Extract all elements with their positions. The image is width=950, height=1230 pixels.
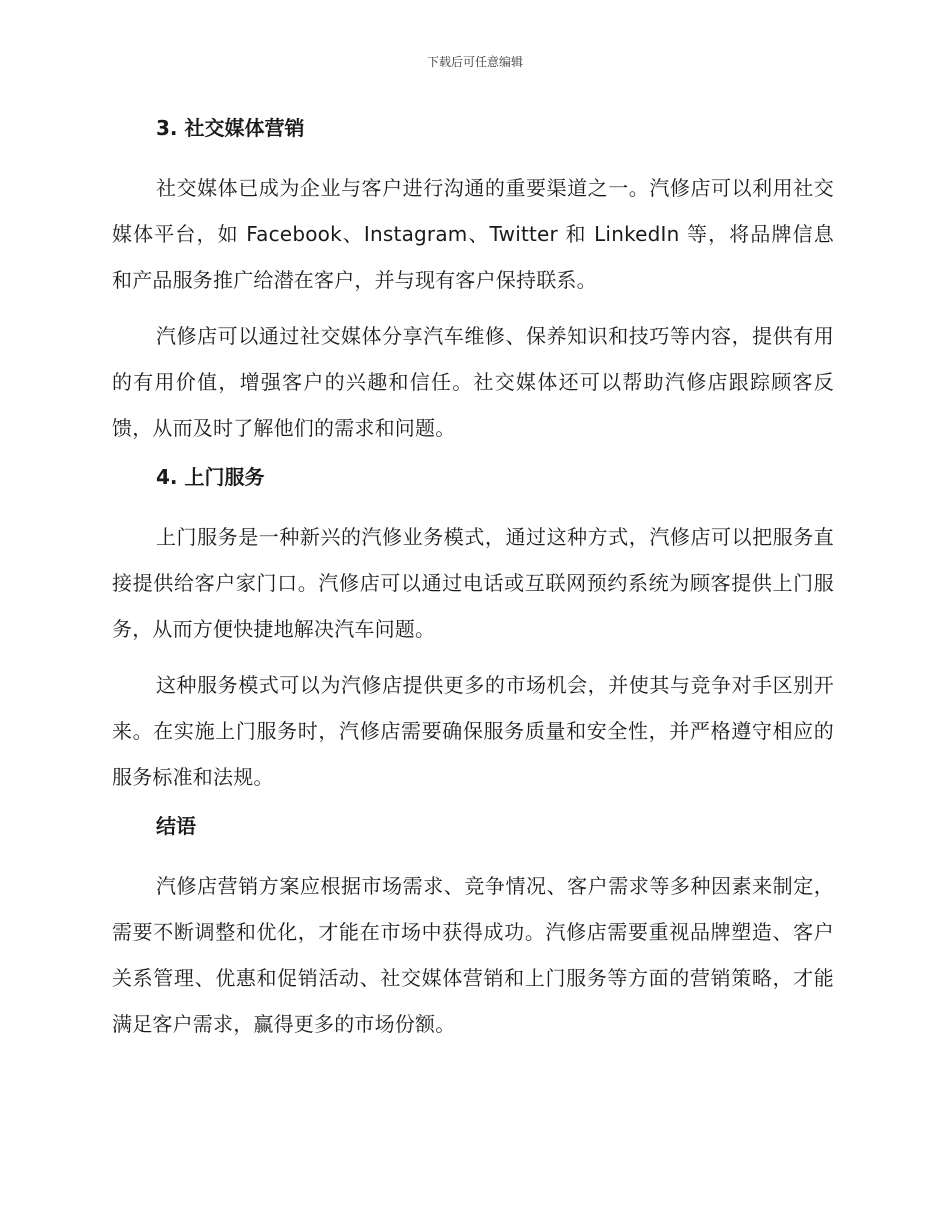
paragraph: 这种服务模式可以为汽修店提供更多的市场机会，并使其与竞争对手区别开来。在实施上门服务时，汽修店需要确保服务质量和安全性，并严格遵守相应的服务标准和法规。 [112, 673, 834, 789]
paragraph: 汽修店可以通过社交媒体分享汽车维修、保养知识和技巧等内容，提供有用的有用价值，增强客户的兴趣和信任。社交媒体还可以帮助汽修店跟踪顾客反馈，从而及时了解他们的需求和问题。 [112, 324, 834, 440]
section-door-service [112, 461, 834, 800]
paragraph: 社交媒体已成为企业与客户进行沟通的重要渠道之一。汽修店可以利用社交媒体平台，如 Facebook、Instagram、Twitter 和 LinkedIn 等，将品牌信息和产品服务推广给潜在客户，并与现有客户保持联系。 [112, 176, 834, 292]
section-social-media [112, 112, 834, 451]
section-title-social-media: 3. 社交媒体营销 [156, 116, 305, 140]
page-header: 下载后可任意编辑 [426, 55, 523, 69]
paragraph: 上门服务是一种新兴的汽修业务模式，通过这种方式，汽修店可以把服务直接提供给客户家门口。汽修店可以通过电话或互联网预约系统为顾客提供上门服务，从而方便快捷地解决汽车问题。 [112, 525, 834, 641]
paragraph: 汽修店营销方案应根据市场需求、竞争情况、客户需求等多种因素来制定，需要不断调整和优化，才能在市场中获得成功。汽修店需要重视品牌塑造、客户关系管理、优惠和促销活动、社交媒体营销和上门服务等方面的营销策略，才能满足客户需求，赢得更多的市场份额。 [112, 874, 834, 1036]
section-conclusion [112, 810, 834, 1047]
document-body [112, 112, 834, 1047]
section-title-conclusion: 结语 [156, 814, 196, 838]
section-title-door-service: 4. 上门服务 [156, 465, 265, 489]
